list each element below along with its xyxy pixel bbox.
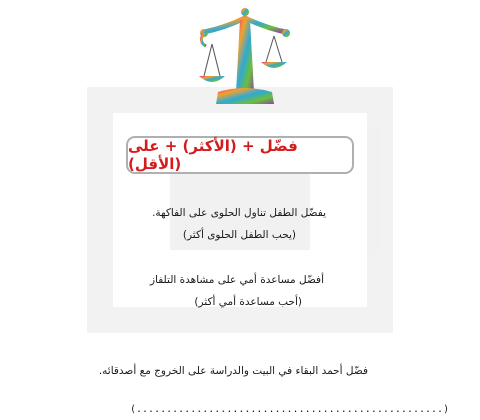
example-1-sentence: يفضّل الطفل تناول الحلوى على الفاكهة. — [152, 207, 326, 219]
rule-title: فضّل + (الأكثر) + على (الأقل) — [128, 137, 298, 173]
balance-scale-icon — [190, 6, 298, 110]
rule-title-box — [126, 136, 354, 174]
exercise-sentence: فضّل أحمد البقاء في البيت والدراسة على الخروج مع أصدقائه. — [98, 365, 368, 377]
example-1-paraphrase: (يحب الطفل الحلوى أكثر) — [182, 229, 296, 241]
example-2-paraphrase: (أحب مساعدة أمي أكثر) — [194, 296, 302, 308]
answer-blank[interactable]: (...................................................) — [130, 404, 450, 415]
example-2-sentence: أفضّل مساعدة أمي على مشاهدة التلفاز — [149, 274, 324, 286]
